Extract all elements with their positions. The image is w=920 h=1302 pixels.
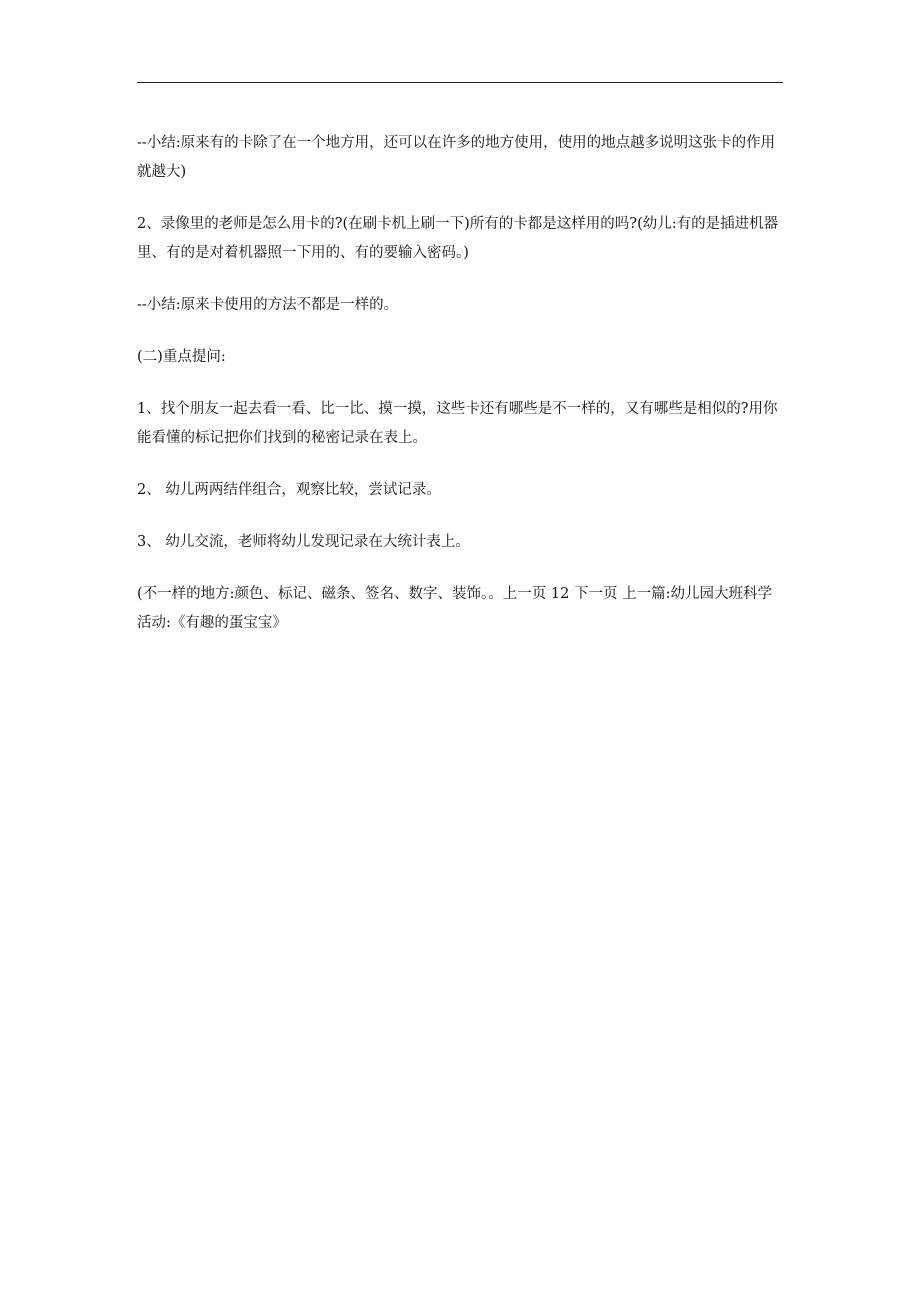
key-question-3: 3、 幼儿交流，老师将幼儿发现记录在大统计表上。 <box>137 534 470 550</box>
summary-paragraph-2: --小结:原来卡使用的方法不都是一样的。 <box>137 297 399 313</box>
summary-paragraph-1: --小结:原来有的卡除了在一个地方用，还可以在许多的地方使用，使用的地点越多说明这张卡的作用就越大) <box>137 135 776 180</box>
closing-paragraph: (不一样的地方:颜色、标记、磁条、签名、数字、装饰。。上一页 12 下一页 上一篇:幼儿园大班科学活动:《有趣的蛋宝宝》 <box>137 586 772 631</box>
section-heading-key-questions: (二)重点提问: <box>137 349 226 365</box>
header-rule <box>137 82 783 83</box>
question-paragraph-2: 2、录像里的老师是怎么用卡的?(在刷卡机上刷一下)所有的卡都是这样用的吗?(幼儿:有的是插进机器里、有的是对着机器照一下用的、有的要输入密码。) <box>137 216 779 261</box>
document-body <box>137 129 785 661</box>
key-question-2: 2、 幼儿两两结伴组合，观察比较，尝试记录。 <box>137 482 441 498</box>
key-question-1: 1、找个朋友一起去看一看、比一比、摸一摸，这些卡还有哪些是不一样的，又有哪些是相似的?用你能看懂的标记把你们找到的秘密记录在表上。 <box>137 401 778 446</box>
